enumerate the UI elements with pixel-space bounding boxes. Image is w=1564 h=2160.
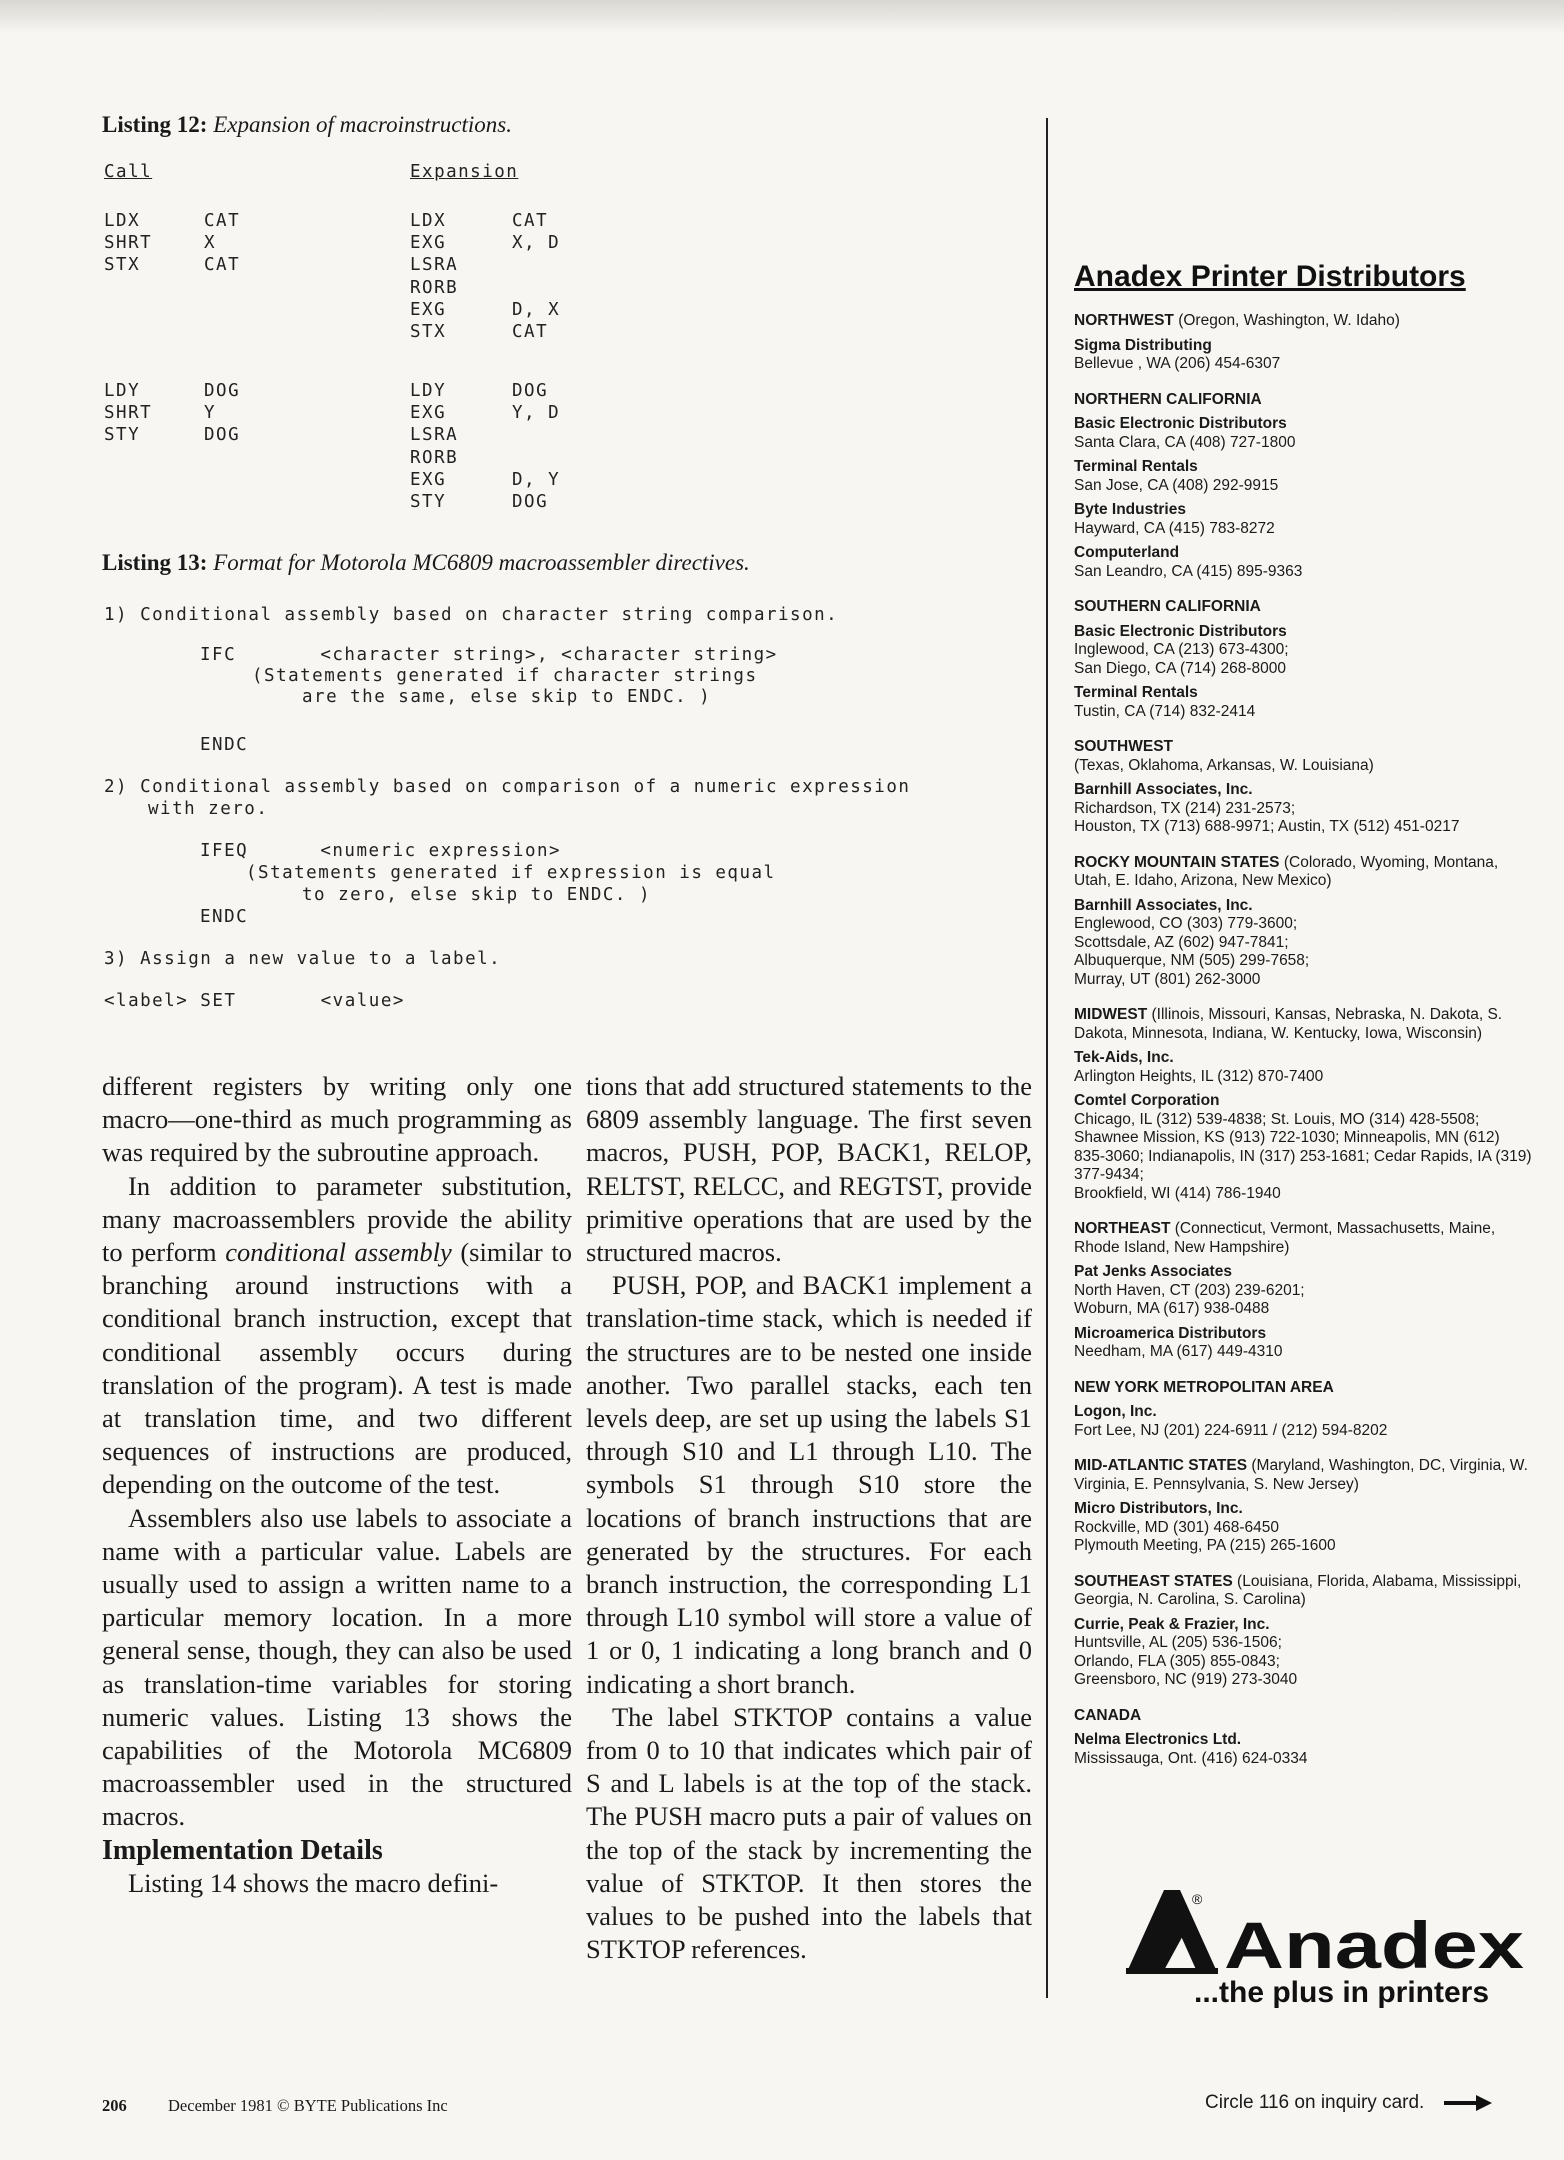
distributor xyxy=(1074,415,1534,452)
call-column-header: Call xyxy=(104,162,153,182)
region-heading xyxy=(1074,738,1534,775)
distributor xyxy=(1074,1403,1534,1440)
distributor-name: Sigma Distributing xyxy=(1074,336,1212,354)
distributor-name: Computerland xyxy=(1074,544,1180,561)
distributor xyxy=(1074,1092,1534,1203)
distributor-name: Currie, Peak & Frazier, Inc. xyxy=(1074,1615,1270,1633)
region-block xyxy=(1074,1220,1534,1362)
expansion-operand: CAT xyxy=(512,211,549,231)
region-block xyxy=(1074,1379,1534,1441)
distributor-address: Richardson, TX (214) 231-2573; Houston, TX (713) 688-9971; Austin, TX (512) 451-0217 xyxy=(1074,799,1460,835)
distributor-name: Pat Jenks Associates xyxy=(1074,1263,1232,1280)
distributor xyxy=(1074,501,1534,538)
distributor xyxy=(1074,1500,1534,1556)
expansion-operand: X, D xyxy=(512,233,561,254)
expansion-opcode: LDY xyxy=(410,381,447,401)
region-states: (Illinois, Missouri, Kansas, Nebraska, N. Dakota, S. Dakota, Minnesota, Indiana, W. Kentucky, Iowa, Wisconsin) xyxy=(1074,1006,1503,1042)
distributor-address: North Haven, CT (203) 239-6201; Woburn, MA (617) 938-0488 xyxy=(1074,1281,1305,1317)
distributor xyxy=(1074,1049,1534,1086)
distributor-address: Huntsville, AL (205) 536-1506; Orlando, FLA (305) 855-0843; Greensboro, NC (919) 273-3040 xyxy=(1074,1634,1298,1688)
distributor xyxy=(1074,1616,1534,1690)
region-name: ROCKY MOUNTAIN STATES xyxy=(1074,853,1280,871)
call-operand: CAT xyxy=(204,255,241,275)
distributor-name: Basic Electronic Distributors xyxy=(1074,415,1287,432)
region-heading xyxy=(1074,598,1534,617)
distributor-address: Chicago, IL (312) 539-4838; St. Louis, MO (314) 428-5508; Shawnee Mission, KS (913) 722-1030; Minneapolis, MN (612) 835-3060; Indianapolis, IN (317) 253-1681; Cedar Rapids, IA (319) 377-9434; Brookfield, WI (414) 786-1940 xyxy=(1074,1110,1532,1202)
listing-13-line: 2) Conditional assembly based on comparison of a numeric expression xyxy=(104,777,911,797)
distributor xyxy=(1074,684,1534,721)
listing-12 xyxy=(104,162,624,512)
distributor-name: Barnhill Associates, Inc. xyxy=(1074,896,1253,914)
column-divider xyxy=(1046,118,1048,1998)
region-name: SOUTHERN CALIFORNIA xyxy=(1074,598,1261,615)
listing-13-line: ENDC xyxy=(200,907,249,927)
region-name: MIDWEST xyxy=(1074,1006,1148,1023)
call-opcode: STX xyxy=(104,255,141,275)
distributor-address: San Jose, CA (408) 292-9915 xyxy=(1074,476,1279,494)
region-heading xyxy=(1074,1006,1534,1043)
region-name: MID-ATLANTIC STATES xyxy=(1074,1457,1248,1474)
region-block xyxy=(1074,854,1534,990)
distributor-address: San Leandro, CA (415) 895-9363 xyxy=(1074,562,1303,580)
ad-title: Anadex Printer Distributors xyxy=(1074,260,1466,293)
region-block xyxy=(1074,391,1534,582)
distributor-address: Santa Clara, CA (408) 727-1800 xyxy=(1074,433,1296,451)
listing-13-title: Listing 13: Format for Motorola MC6809 macroassembler directives. xyxy=(102,550,750,575)
arrow-right-icon xyxy=(1444,2095,1492,2111)
expansion-operand: DOG xyxy=(512,492,549,512)
anadex-advertisement xyxy=(1074,260,1534,1785)
region-block xyxy=(1074,598,1534,721)
distributor-name: Nelma Electronics Ltd. xyxy=(1074,1731,1242,1748)
distributor-name: Terminal Rentals xyxy=(1074,684,1198,701)
region-block xyxy=(1074,738,1534,837)
distributor-name: Logon, Inc. xyxy=(1074,1403,1157,1420)
inquiry-card-note: Circle 116 on inquiry card. xyxy=(1205,2092,1492,2114)
page-number: 206 xyxy=(102,2096,127,2115)
anadex-a-mark-icon xyxy=(1126,1890,1218,1974)
region-name: CANADA xyxy=(1074,1706,1142,1724)
listing-12-title: Listing 12: Expansion of macroinstructions. xyxy=(102,112,512,137)
expansion-operand: Y, D xyxy=(512,403,561,424)
distributor-name: Comtel Corporation xyxy=(1074,1092,1220,1109)
listing-13-line: (Statements generated if character strings xyxy=(252,666,758,686)
region-heading xyxy=(1074,1220,1534,1257)
distributor-address: Mississauga, Ont. (416) 624-0334 xyxy=(1074,1749,1308,1767)
expansion-opcode: LDX xyxy=(410,211,447,231)
call-operand: Y xyxy=(204,403,217,423)
distributor-name: Basic Electronic Distributors xyxy=(1074,622,1287,640)
region-states: (Connecticut, Vermont, Massachusetts, Maine, Rhode Island, New Hampshire) xyxy=(1074,1220,1496,1256)
call-operand: DOG xyxy=(204,425,241,445)
distributor-address: Tustin, CA (714) 832-2414 xyxy=(1074,702,1256,720)
expansion-opcode: EXG xyxy=(410,403,447,424)
call-opcode: LDY xyxy=(104,381,141,401)
listing-13-line: 3) Assign a new value to a label. xyxy=(104,949,502,969)
distributor-address: Englewood, CO (303) 779-3600; Scottsdale, AZ (602) 947-7841; Albuquerque, NM (505) 299-7658; Murray, UT (801) 262-3000 xyxy=(1074,915,1310,988)
expansion-operand: D, X xyxy=(512,299,561,320)
call-operand: DOG xyxy=(204,381,241,401)
anadex-tagline: ...the plus in printers xyxy=(1194,1976,1490,2009)
call-operand: X xyxy=(204,233,217,253)
region-block xyxy=(1074,312,1534,374)
distributor-name: Byte Industries xyxy=(1074,501,1186,518)
region-heading xyxy=(1074,1707,1534,1726)
region-name: SOUTHWEST xyxy=(1074,738,1174,755)
expansion-operand: DOG xyxy=(512,381,549,401)
region-states: (Oregon, Washington, W. Idaho) xyxy=(1173,312,1400,329)
region-states: (Texas, Oklahoma, Arkansas, W. Louisiana) xyxy=(1074,756,1374,774)
paragraph: The label STKTOP contains a value from 0 to 10 that indicates which pair of S and L labels is at the top of the stack. The PUSH macro puts a pair of values on the top of the stack by incrementing the value of STKTOP. It then stores the values to be pushed into the labels that STKTOP references. xyxy=(586,1701,1032,1965)
registered-mark: ® xyxy=(1192,1891,1203,1907)
distributor xyxy=(1074,1263,1534,1319)
listing-13-line: with zero. xyxy=(148,799,269,819)
expansion-opcode: EXG xyxy=(410,469,447,490)
paragraph: Assemblers also use labels to associate a name with a particular value. Labels are usually used to assign a written name to a particular memory location. In a more general sense, though, they can also be used as translation-time variables for storing numeric values. Listing 13 shows the capabilities of the Motorola MC6809 macroassembler used in the structured macros. xyxy=(102,1502,572,1832)
region-name: NORTHWEST xyxy=(1074,312,1174,329)
anadex-wordmark: Anadex xyxy=(1224,1908,1525,1982)
expansion-opcode: LSRA xyxy=(410,255,459,276)
listing-13-line: 1) Conditional assembly based on character string comparison. xyxy=(104,605,839,625)
distributor-address: Arlington Heights, IL (312) 870-7400 xyxy=(1074,1067,1324,1085)
body-column-left xyxy=(102,1070,572,1900)
region-name: NORTHEAST xyxy=(1074,1220,1171,1237)
region-block xyxy=(1074,1707,1534,1769)
paragraph: In addition to parameter substitution, many macroassemblers provide the ability to perform conditional assembly (similar to branching around instructions with a conditional branch instruction, except that conditional assembly occurs during translation of the program). A test is made at translation time, and two different sequences of instructions are produced, depending on the outcome of the test. xyxy=(102,1170,572,1500)
expansion-opcode: EXG xyxy=(410,233,447,254)
region-block xyxy=(1074,1457,1534,1556)
distributor xyxy=(1074,623,1534,679)
region-heading xyxy=(1074,312,1534,331)
distributor xyxy=(1074,337,1534,374)
distributor-address: Inglewood, CA (213) 673-4300; San Diego, CA (714) 268-8000 xyxy=(1074,641,1289,677)
expansion-opcode: STX xyxy=(410,322,447,342)
distributor-address: Rockville, MD (301) 468-6450 Plymouth Meeting, PA (215) 265-1600 xyxy=(1074,1518,1336,1554)
call-opcode: STY xyxy=(104,425,141,445)
expansion-operand: CAT xyxy=(512,322,549,342)
listing-13-line: ENDC xyxy=(200,735,249,755)
region-heading xyxy=(1074,854,1534,891)
distributor xyxy=(1074,1325,1534,1362)
region-states: (Colorado, Wyoming, Montana, Utah, E. Idaho, Arizona, New Mexico) xyxy=(1074,853,1499,889)
scan-top-edge xyxy=(0,0,1564,34)
region-heading xyxy=(1074,1457,1534,1494)
distributor-name: Tek-Aids, Inc. xyxy=(1074,1049,1174,1066)
paragraph: tions that add structured statements to the 6809 assembly language. The first seven macros, PUSH, POP, BACK1, RELOP, RELTST, RELCC, and REGTST, provide primitive operations that are used by the structured macros. xyxy=(586,1071,1032,1268)
expansion-opcode: RORB xyxy=(410,277,459,298)
listing-13-line: IFC <character string>, <character string> xyxy=(200,645,778,665)
distributor-name: Micro Distributors, Inc. xyxy=(1074,1500,1243,1517)
region-states: (Maryland, Washington, DC, Virginia, W. Virginia, E. Pennsylvania, S. New Jersey) xyxy=(1074,1457,1528,1493)
expansion-opcode: RORB xyxy=(410,447,459,468)
region-states: (Louisiana, Florida, Alabama, Mississippi, Georgia, N. Carolina, S. Carolina) xyxy=(1074,1572,1522,1608)
listing-13-line: (Statements generated if expression is equal xyxy=(246,863,776,883)
distributor-address: Bellevue , WA (206) 454-6307 xyxy=(1074,355,1281,372)
expansion-operand: D, Y xyxy=(512,469,561,490)
region-name: NORTHERN CALIFORNIA xyxy=(1074,390,1262,408)
region-block xyxy=(1074,1573,1534,1690)
paragraph: Listing 14 shows the macro defini- xyxy=(128,1867,499,1898)
listing-13-line: are the same, else skip to ENDC. ) xyxy=(302,687,712,707)
issue-credit: December 1981 © BYTE Publications Inc xyxy=(168,2096,448,2115)
distributor-name: Barnhill Associates, Inc. xyxy=(1074,781,1253,798)
expansion-opcode: EXG xyxy=(410,299,447,320)
distributor-name: Terminal Rentals xyxy=(1074,458,1198,475)
body-column-right xyxy=(586,1070,1032,1966)
call-opcode: SHRT xyxy=(104,233,153,253)
region-heading xyxy=(1074,1573,1534,1610)
listing-13-line: to zero, else skip to ENDC. ) xyxy=(302,885,652,905)
distributor-address: Fort Lee, NJ (201) 224-6911 / (212) 594-8202 xyxy=(1074,1421,1388,1439)
listing-13-line: IFEQ <numeric expression> xyxy=(200,841,562,861)
distributor-list xyxy=(1074,312,1534,1768)
call-opcode: SHRT xyxy=(104,403,153,423)
expansion-column-header: Expansion xyxy=(410,162,519,182)
distributor-address: Hayward, CA (415) 783-8272 xyxy=(1074,519,1275,537)
expansion-opcode: STY xyxy=(410,492,447,512)
distributor xyxy=(1074,781,1534,837)
region-heading xyxy=(1074,1379,1534,1398)
distributor xyxy=(1074,458,1534,495)
call-operand: CAT xyxy=(204,211,241,231)
region-name: SOUTHEAST STATES xyxy=(1074,1572,1233,1590)
paragraph: PUSH, POP, and BACK1 implement a translation-time stack, which is needed if the structures are to be nested one inside another. Two parallel stacks, each ten levels deep, are set up using the labels S1 through S10 and L1 through L10. The symbols S1 through S10 store the locations of branch instructions that are generated by the structures. For each branch instruction, the corresponding L1 through L10 symbol will store a value of 1 or 0, 1 indicating a long branch and 0 indicating a short branch. xyxy=(586,1270,1032,1699)
region-block xyxy=(1074,1006,1534,1203)
listing-13-line: <label> SET <value> xyxy=(104,991,405,1011)
section-heading: Implementation Details xyxy=(102,1834,383,1866)
region-heading xyxy=(1074,391,1534,410)
distributor-name: Microamerica Distributors xyxy=(1074,1324,1267,1342)
distributor-address: Needham, MA (617) 449-4310 xyxy=(1074,1343,1283,1360)
region-name: NEW YORK METROPOLITAN AREA xyxy=(1074,1378,1334,1396)
paragraph: different registers by writing only one macro—one-third as much programming as was required by the subroutine approach. xyxy=(102,1071,572,1168)
distributor xyxy=(1074,544,1534,581)
distributor xyxy=(1074,1731,1534,1768)
expansion-opcode: LSRA xyxy=(410,425,459,446)
call-opcode: LDX xyxy=(104,211,141,231)
distributor xyxy=(1074,897,1534,990)
